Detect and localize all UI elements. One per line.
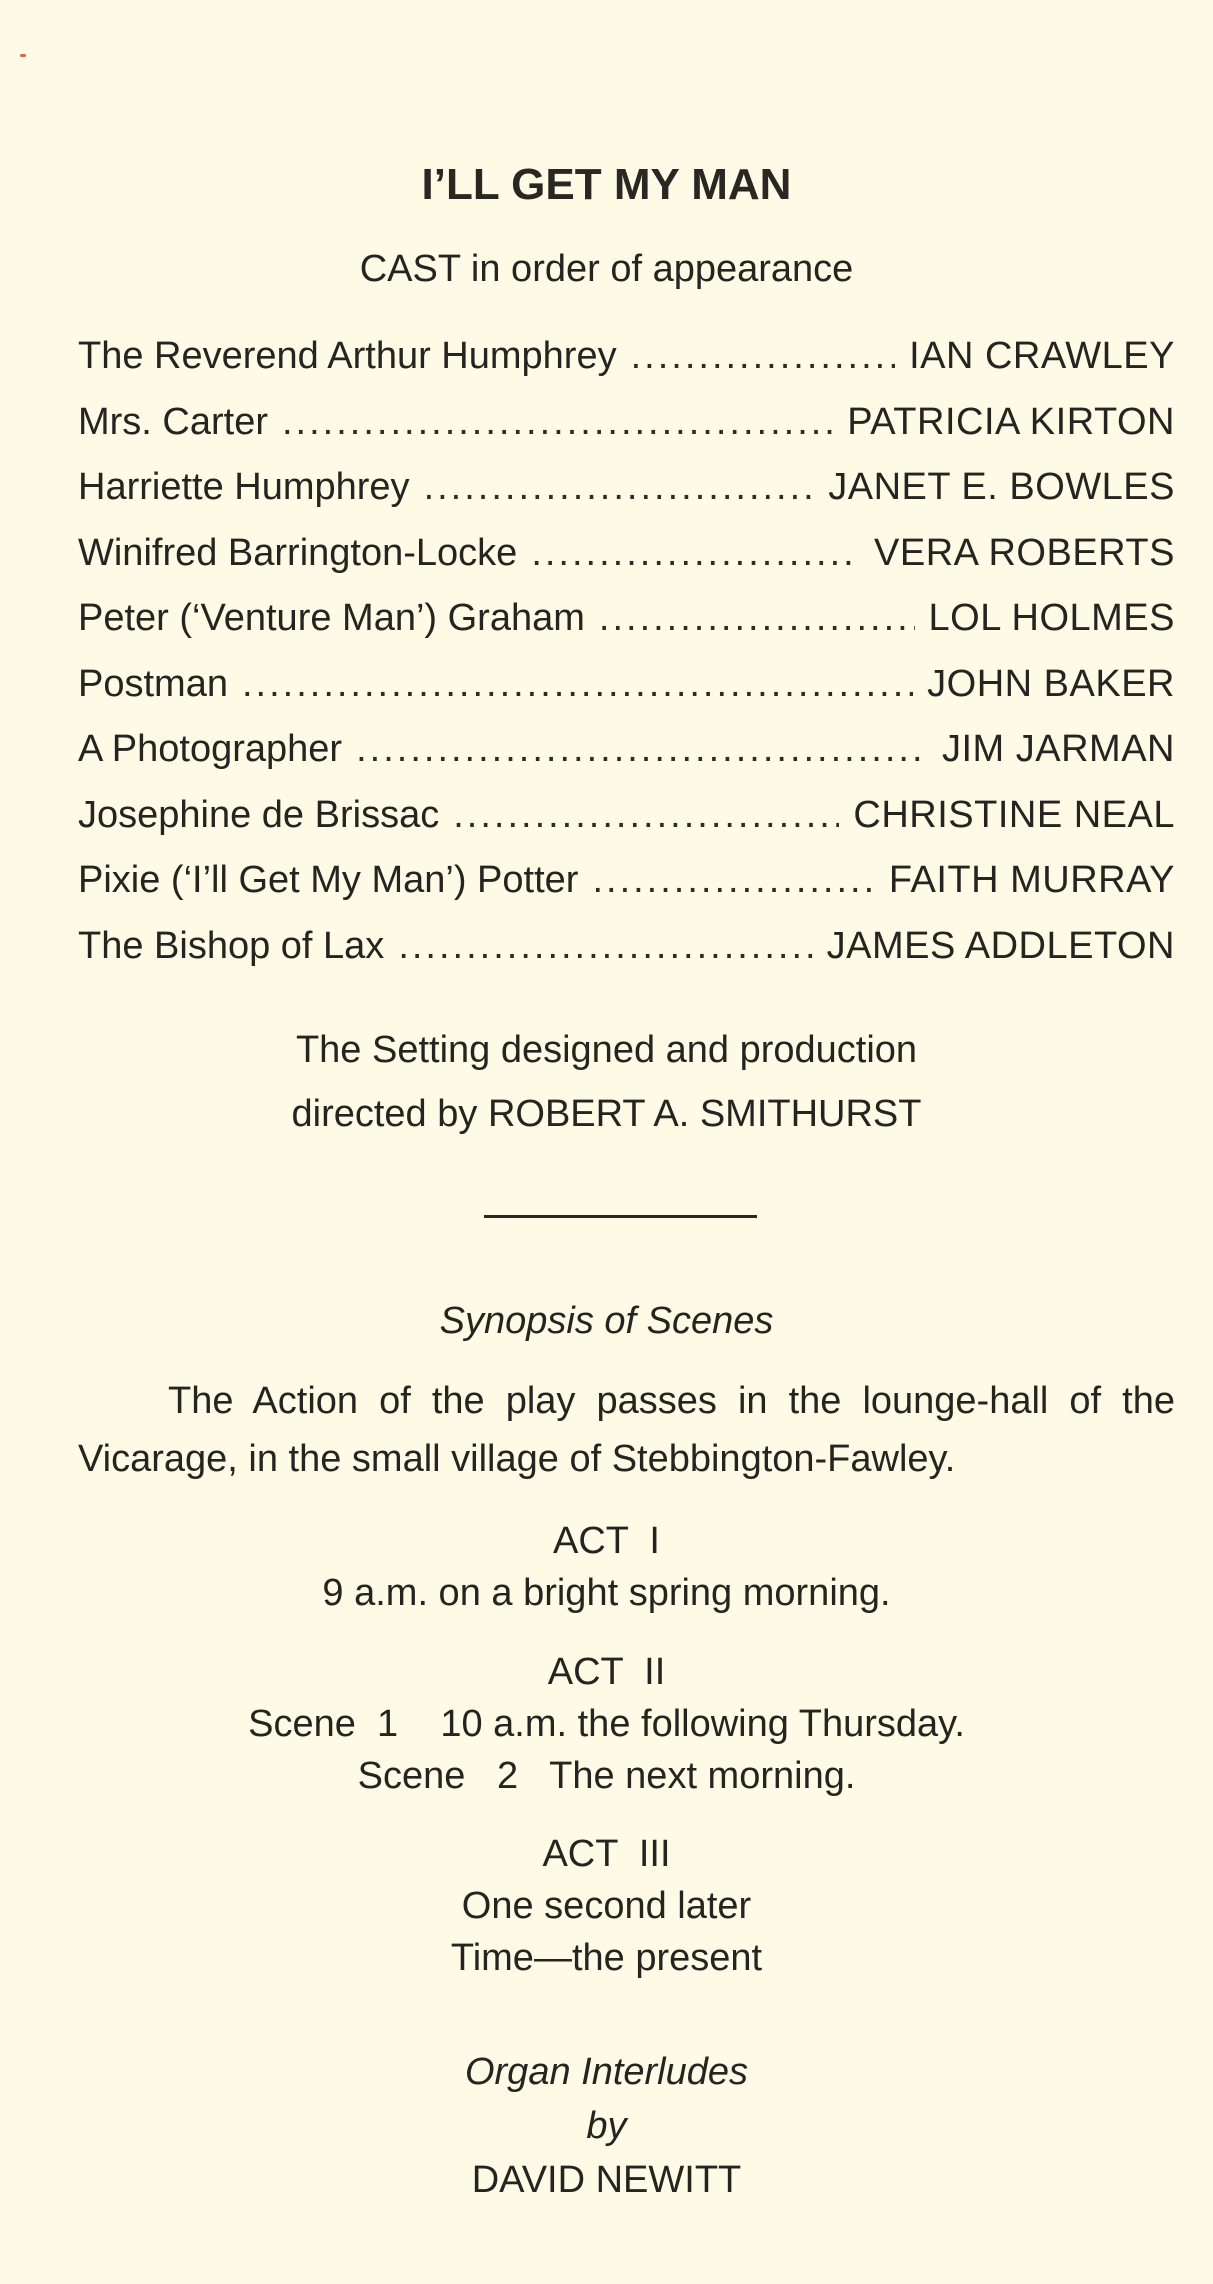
dot-leader — [599, 597, 915, 640]
cast-role: Pixie (‘I’ll Get My Man’) Potter — [78, 859, 579, 901]
cast-actor: PATRICIA KIRTON — [847, 400, 1175, 443]
print-speck — [20, 54, 26, 57]
organist-name: DAVID NEWITT — [471, 2159, 742, 2201]
act-one — [0, 1515, 1213, 1619]
cast-role: Mrs. Carter — [78, 400, 268, 443]
cast-actor: IAN CRAWLEY — [909, 335, 1175, 377]
dot-leader — [453, 794, 839, 837]
cast-role: Peter (‘Venture Man’) Graham — [78, 597, 585, 639]
cast-actor: CHRISTINE NEAL — [853, 793, 1175, 836]
cast-row — [78, 794, 1175, 860]
dot-leader — [631, 335, 895, 378]
dot-leader — [356, 728, 928, 771]
cast-row — [78, 728, 1175, 794]
cast-actor: JANET E. BOWLES — [828, 466, 1175, 508]
dot-leader — [424, 466, 815, 509]
cast-list — [78, 335, 1175, 990]
cast-row — [78, 466, 1175, 532]
act-label: ACT II — [547, 1651, 666, 1693]
cast-actor: FAITH MURRAY — [888, 859, 1175, 901]
act-time: 9 a.m. on a bright spring morning. — [322, 1572, 891, 1614]
cast-actor: JOHN BAKER — [927, 662, 1175, 705]
cast-role: Josephine de Brissac — [78, 793, 440, 836]
organ-by: by — [586, 2105, 627, 2147]
dot-leader — [282, 401, 833, 444]
cast-actor: JIM JARMAN — [942, 728, 1175, 770]
credits-line: The Setting designed and production — [295, 1029, 918, 1071]
act-three — [0, 1828, 1213, 1984]
cast-actor: JAMES ADDLETON — [826, 924, 1175, 967]
act-label: ACT I — [553, 1520, 660, 1562]
scene-line: Scene 2 The next morning. — [357, 1755, 856, 1797]
cast-subtitle: CAST in order of appearance — [359, 248, 854, 290]
cast-row — [78, 597, 1175, 663]
organ-credit — [0, 2045, 1213, 2207]
cast-role: Harriette Humphrey — [78, 466, 410, 508]
play-title: I’LL GET MY MAN — [421, 160, 792, 209]
organ-heading: Organ Interludes — [464, 2051, 749, 2093]
cast-role: The Bishop of Lax — [78, 924, 385, 967]
cast-row — [78, 925, 1175, 991]
credits-line: directed by ROBERT A. SMITHURST — [291, 1093, 922, 1135]
scene-line: Scene 1 10 a.m. the following Thursday. — [248, 1703, 965, 1745]
cast-role: Winifred Barrington-Locke — [78, 531, 518, 574]
section-divider — [484, 1215, 757, 1218]
act-two — [0, 1646, 1213, 1802]
dot-leader — [242, 663, 913, 706]
cast-actor: LOL HOLMES — [928, 597, 1175, 639]
synopsis-text: The Action of the play passes in the lounge-hall of the Vicarage, in the small village of Stebbington-Fawley. — [78, 1380, 1175, 1480]
cast-row — [78, 401, 1175, 467]
act-time: Time—the present — [450, 1937, 763, 1979]
dot-leader — [592, 859, 874, 902]
cast-actor: VERA ROBERTS — [874, 531, 1175, 574]
cast-row — [78, 663, 1175, 729]
cast-row — [78, 859, 1175, 925]
synopsis-heading: Synopsis of Scenes — [439, 1300, 774, 1342]
dot-leader — [398, 925, 812, 968]
cast-row — [78, 335, 1175, 401]
dot-leader — [531, 532, 860, 575]
act-time: One second later — [461, 1885, 752, 1927]
cast-role: A Photographer — [78, 728, 343, 770]
cast-role: The Reverend Arthur Humphrey — [78, 335, 617, 377]
act-label: ACT III — [542, 1833, 671, 1875]
cast-role: Postman — [78, 662, 228, 705]
production-credits — [0, 1018, 1213, 1146]
cast-row — [78, 532, 1175, 598]
